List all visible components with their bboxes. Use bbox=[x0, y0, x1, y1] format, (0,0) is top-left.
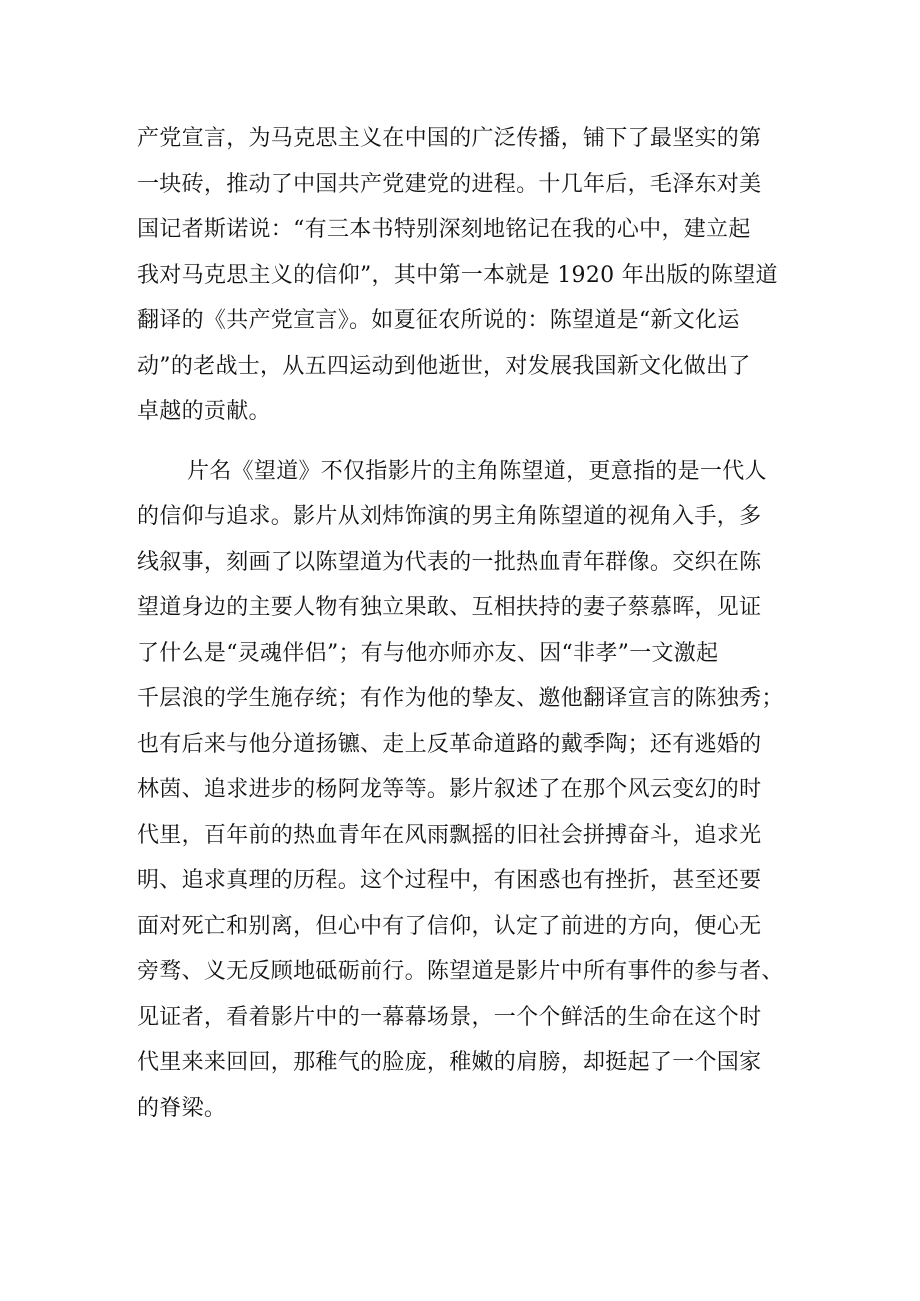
text-line: 片名《望道》不仅指影片的主角陈望道，更意指的是一代人 bbox=[187, 458, 767, 484]
text-line: 明、追求真理的历程。这个过程中，有困惑也有挫折，甚至还要 bbox=[137, 868, 762, 893]
text-line: 代里来来回回，那稚气的脸庞，稚嫩的肩膀，却挺起了一个国家 bbox=[137, 1050, 762, 1075]
text-line: 代里，百年前的热血青年在风雨飘摇的旧社会拼搏奋斗，追求光 bbox=[137, 822, 762, 848]
text-line: 线叙事，刻画了以陈望道为代表的一批热血青年群像。交织在陈 bbox=[137, 549, 762, 575]
paragraph-1 bbox=[137, 116, 797, 435]
text-line: 卓越的贡献。 bbox=[137, 399, 271, 424]
text-line: 见证者，看着影片中的一幕幕场景，一个个鲜活的生命在这个时 bbox=[137, 1004, 762, 1030]
text-line: 国记者斯诺说：“有三本书特别深刻地铭记在我的心中，建立起 bbox=[137, 217, 751, 242]
text-line: 一块砖，推动了中国共产党建党的进程。十几年后，毛泽东对美 bbox=[137, 171, 762, 197]
text-line: 的脊梁。 bbox=[137, 1095, 227, 1121]
text-line: 也有后来与他分道扬镳、走上反革命道路的戴季陶；还有逃婚的 bbox=[137, 731, 762, 757]
text-line: 了什么是“灵魂伴侣”；有与他亦师亦友、因“非孝”一文激起 bbox=[137, 640, 719, 666]
text-line: 我对马克思主义的信仰”，其中第一本就是 1920 年出版的陈望道 bbox=[137, 262, 778, 288]
text-line: 林茵、追求进步的杨阿龙等等。影片叙述了在那个风云变幻的时 bbox=[137, 777, 762, 802]
text-line: 旁骛、义无反顾地砥砺前行。陈望道是影片中所有事件的参与者、 bbox=[137, 959, 784, 984]
text-line: 产党宣言，为马克思主义在中国的广泛传播，铺下了最坚实的第 bbox=[137, 126, 762, 151]
text-line: 面对死亡和别离，但心中有了信仰，认定了前进的方向，便心无 bbox=[137, 913, 762, 939]
paragraph-2 bbox=[137, 449, 797, 1132]
text-line: 千层浪的学生施存统；有作为他的挚友、邀他翻译宣言的陈独秀； bbox=[137, 686, 784, 711]
document-body bbox=[137, 116, 797, 1131]
text-line: 望道身边的主要人物有独立果敢、互相扶持的妻子蔡慕晖，见证 bbox=[137, 595, 762, 620]
text-line: 翻译的《共产党宣言》。如夏征农所说的：陈望道是“新文化运 bbox=[137, 308, 740, 333]
text-line: 动”的老战士，从五四运动到他逝世，对发展我国新文化做出了 bbox=[137, 353, 751, 379]
text-line: 的信仰与追求。影片从刘炜饰演的男主角陈望道的视角入手，多 bbox=[137, 504, 762, 529]
paragraph-spacer bbox=[137, 435, 797, 449]
